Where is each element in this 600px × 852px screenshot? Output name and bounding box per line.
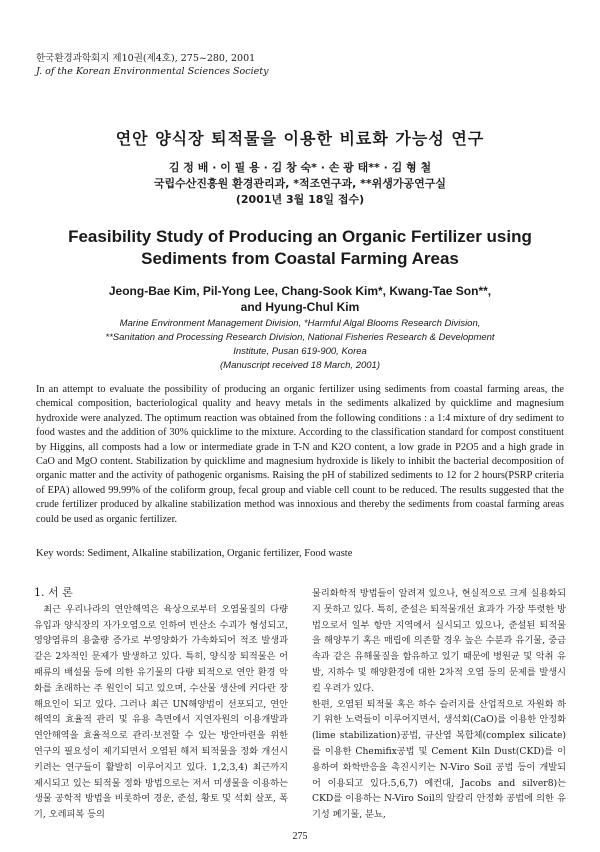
body-column-left: [34, 585, 288, 823]
korean-authors: 김 정 배 · 이 필 용 · 김 창 숙* · 손 광 태** · 김 형 철: [168, 161, 432, 174]
korean-received-date: (2001년 3월 18일 접수): [235, 193, 365, 206]
journal-citation-kr: 한국환경과학회지 제10권(제4호), 275~280, 2001: [36, 53, 256, 64]
english-title-line-1: Feasibility Study of Producing an Organic Fertilizer using: [68, 227, 532, 246]
affiliation-line-2: **Sanitation and Processing Research Division, National Fisheries Research & Development: [105, 332, 495, 343]
korean-author-block: [0, 160, 600, 208]
body-text-right: 물리화학적 방법들이 알려져 있으나, 현실적으로 크게 실용화되지 못하고 있다. 특히, 준설은 퇴적물개선 효과가 가장 뚜렷한 방법으로서 일부 항만 지역에서 실시되고 있으나, 준설된 퇴적물을 해양투기 혹은 매립에 의존할 경우 높은 수분과 유기물, 중금속과 같은 유해물질을 함유하고 있기 때문에 병원균 및 악취 유발, 지하수 및 해양환경에 대한 2차적 오염 등의 문제를 발생시킬 우려가 있다. 한편, 오염된 퇴적물 혹은 하수 슬러지를 산업적으로 자원화 하기 위한 노력들이 이루어지면서, 생석회(CaO)를 이용한 안정화(lime stabilization)공법, 규산염 복합체(complex silicate)를 이용한 Chemifix공법 및 Cement Kiln Dust(CKD)를 이용하여 화학반응을 촉진시키는 N-Viro Soil 공법 등이 개발되어 이용되고 있다.5,6,7) 예컨대, Jacobs and silver8)는 CKD를 이용하는 N-Viro Soil의 알칼리 안정화 공법에 의한 유기성 폐기물, 분뇨,: [312, 588, 567, 821]
english-authors: [30, 283, 570, 315]
english-authors-line-1: Jeong-Bae Kim, Pil-Yong Lee, Chang-Sook Kim*, Kwang-Tae Son**,: [108, 284, 492, 298]
abstract: In an attempt to evaluate the possibility of producing an organic fertilizer using sediments from coastal farming areas, the chemical composition, bacteriological quality and heavy metals in the sediments alkalized by quicklime and magnesium hydroxide were analyzed. The optimum reaction was obtained from the following conditions : a 1:4 mixture of dry sediment to food wastes and the addition of 30% quicklime to the mixture. According to the classification standard for compost constituent by Higgins, all composts had a low or intermediate grade in T-N and K2O content, a low grade in P2O5 and a high grade in CaO and MgO content. Stabilization by quicklime and magnesium hydroxide is likely to inhibit the bacterial decomposition of organic matter and the activity of pathogenic organisms. Raising the pH of stabilized sediments to 12 for 2 hours(PSRP criteria of EPA) allowed 99.99% of the coliform group, fecal group and viable cell count to be reduced. The results suggested that the crude fertilizer produced by alkaline stabilization method was innoxious and thereby the sediments from coastal farming areas could be used as organic fertilizer.: [36, 384, 564, 525]
body-column-right: [312, 586, 566, 823]
affiliation-line-3: Institute, Pusan 619-900, Korea: [233, 346, 367, 357]
journal-header: [36, 52, 268, 78]
english-affiliation: [30, 317, 570, 373]
page-number: 275: [292, 831, 308, 842]
english-title-line-2: Sediments from Coastal Farming Areas: [141, 249, 459, 268]
affiliation-line-1: Marine Environment Management Division, *Harmful Algal Blooms Research Division,: [119, 318, 481, 329]
korean-affiliation: 국립수산진흥원 환경관리과, *적조연구과, **위생가공연구실: [153, 177, 447, 190]
body-text-left: 최근 우리나라의 연안해역은 육상으로부터 오염물질의 다량유입과 양식장의 자가오염으로 인하여 빈산소 수괴가 형성되고, 영양염류의 용출량 증가로 부영양화가 가속화되어 적조 발생과 같은 2차적인 문제가 발생하고 있다. 특히, 양식장 퇴적물은 어패류의 배설물 등에 의한 유기물의 다량 퇴적으로 연안 환경 악화를 초래하는 주 원인이 되고 있으며, 수산물 생산에 커다란 장해요인이 되고 있다. 그러나 최근 UN해양법이 선포되고, 연안해역의 효율적 관리 및 유용 측면에서 지연자원의 이용개발과 연안해역을 효율적으로 관리·보전할 수 있는 방안마련을 위한 연구의 필요성이 제기되면서 오염된 해저 퇴적물을 정화 개선시키려는 연구들이 활발히 이루어지고 있다. 1,2,3,4) 최근까지 제시되고 있는 퇴적물 정화 방법으로는 저서 미생물을 이용하는 생물 공학적 방법을 비롯하여 경운, 준설, 황토 및 석회 살포, 폭기, 오레피복 등의: [34, 603, 288, 821]
journal-name-en: J. of the Korean Environmental Sciences Society: [36, 66, 269, 77]
english-title: [30, 226, 570, 270]
section-heading-introduction: 1. 서 론: [34, 586, 73, 599]
korean-title: 연안 양식장 퇴적물을 이용한 비료화 가능성 연구: [115, 129, 485, 148]
english-authors-line-2: and Hyung-Chul Kim: [240, 300, 360, 314]
keywords: Key words: Sediment, Alkaline stabilization, Organic fertilizer, Food waste: [36, 548, 353, 559]
manuscript-received: (Manuscript received 18 March, 2001): [220, 360, 380, 371]
